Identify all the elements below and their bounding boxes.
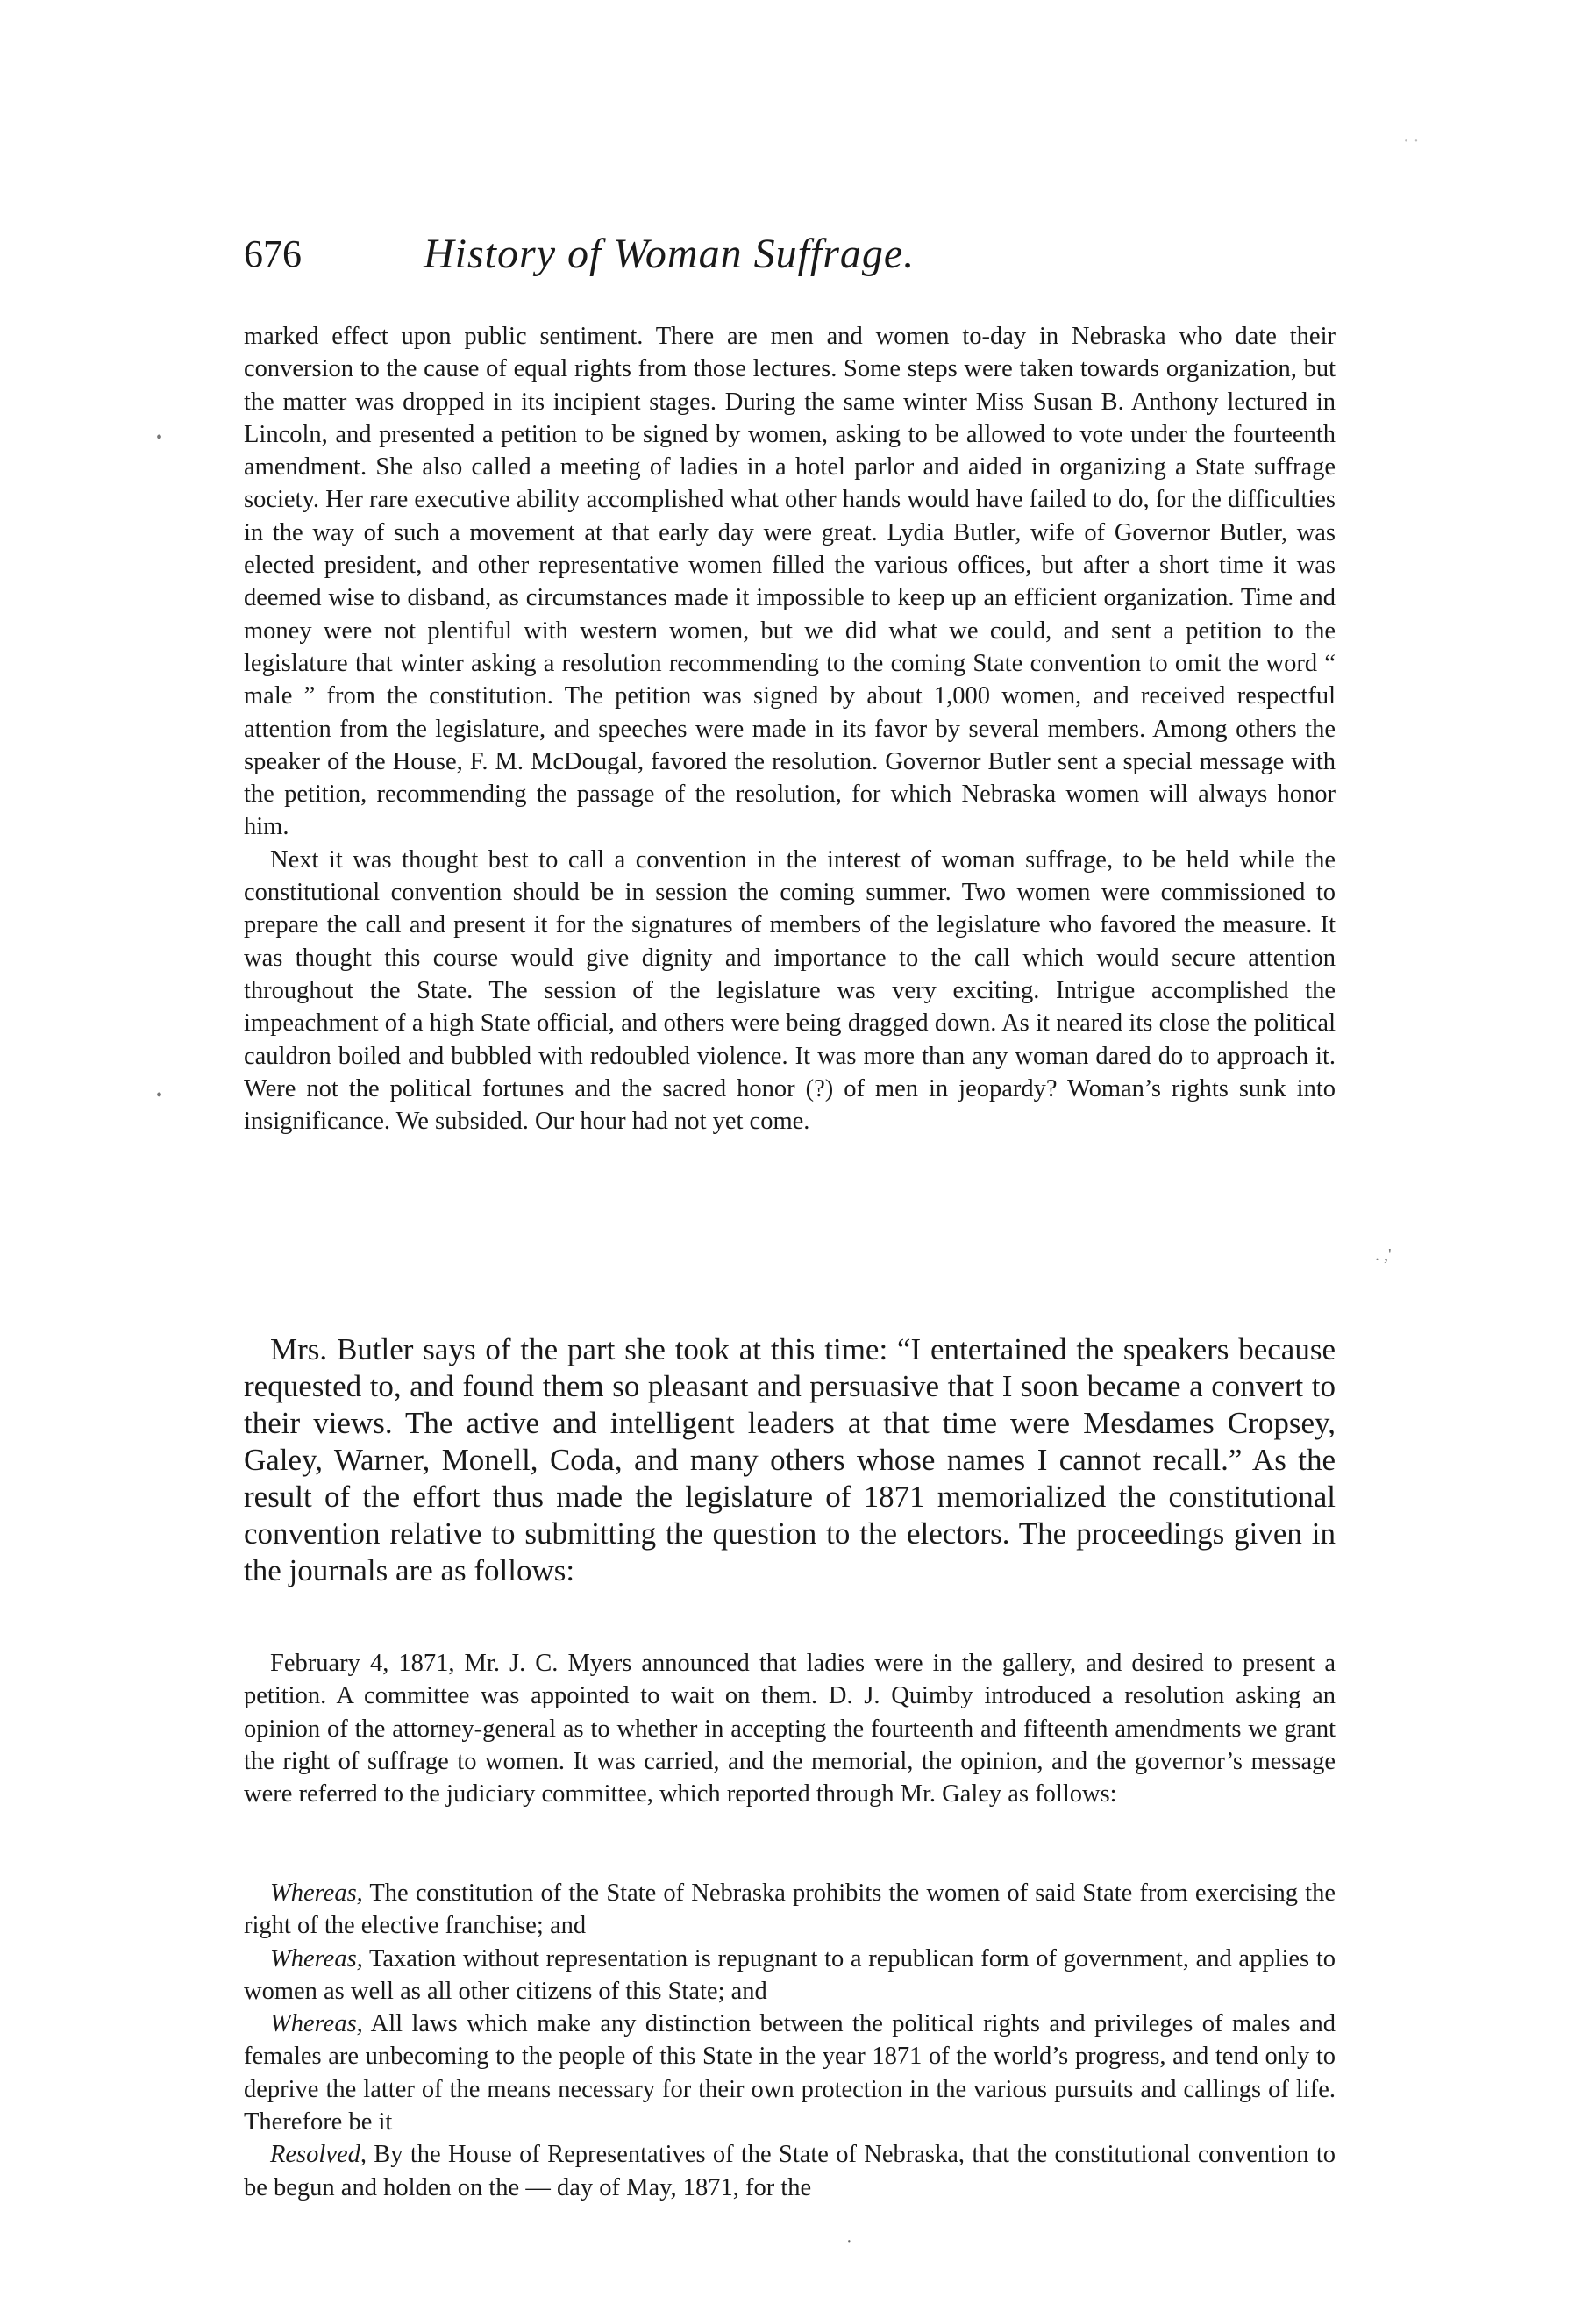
page-number: 676 [244,232,302,275]
page-bottom-mark: · [846,2232,852,2251]
clause-text: By the House of Representatives of the State of Nebraska, that the constitutional convention to be begun and holden on the — day of May, 1871, for the [244,2141,1336,2201]
resolution-clause [244,2138,1336,2204]
clause-lead: Resolved, [270,2141,367,2169]
journal-section [244,1647,1336,1810]
margin-mark: • [156,428,163,447]
journal-paragraph: February 4, 1871, Mr. J. C. Myers announced that ladies were in the gallery, and desired to present a petition. A committee was appointed to wait on them. D. J. Quimby introduced a resolution asking an opinion of the attorney-general as to whether in accepting the fourteenth and fifteenth amendments we grant the right of suffrage to women. It was carried, and the memorial, the opinion, and the governor’s message were referred to the judiciary committee, which reported through Mr. Galey as follows: [244,1650,1336,1808]
resolution-section [244,1877,1336,2204]
resolution-clause [244,2008,1336,2138]
resolution-clause [244,1943,1336,2008]
body-paragraph: Next it was thought best to call a convention in the interest of woman suffrage, to be held while the constitutional convention should be in session the coming summer. Two women were commissioned to prepare the call and present it for the signatures of members of the legislature who favored the measure. It was thought this course would give dignity and importance to the call which would secure attention throughout the State. The session of the legislature was very exciting. Intrigue accomplished the impeachment of a high State official, and others were being dragged down. As it neared its close the political cauldron boiled and bubbled with redoubled violence. It was more than any woman dared do to approach it. Were not the political fortunes and the sacred honor (?) of men in jeopardy? Woman’s rights sunk into insignificance. We subsided. Our hour had not yet come. [244,845,1336,1136]
resolution-clause [244,1877,1336,1943]
margin-mark: • [156,1086,163,1105]
clause-text: The constitution of the State of Nebraska prohibits the women of said State from exercising the right of the elective franchise; and [244,1880,1336,1940]
clause-lead: Whereas, [270,1880,363,1907]
clause-lead: Whereas, [270,2010,363,2038]
body-paragraph: marked effect upon public sentiment. There are men and women to-day in Nebraska who date their conversion to the cause of equal rights from those lectures. Some steps were taken towards organization, but the matter was dropped in its incipient stages. During the same winter Miss Susan B. Anthony lectured in Lincoln, and presented a petition to be signed by women, asking to be allowed to vote under the fourteenth amendment. She also called a meeting of ladies in a hotel parlor and aided in organizing a State suffrage society. Her rare executive ability accomplished what other hands would have failed to do, for the difficulties in the way of such a movement at that early day were great. Lydia Butler, wife of Governor Butler, was elected president, and other representative women filled the various offices, but after a short time it was deemed wise to disband, as circumstances made it impossible to keep up an efficient organization. Time and money were not plentiful with western women, but we did what we could, and sent a petition to the legislature that winter asking a resolution recommending to the coming State convention to omit the word “ male ” from the constitution. The petition was signed by about 1,000 women, and received respectful attention from the legislature, and speeches were made in its favor by several members. Among others the speaker of the House, F. M. McDougal, favored the resolution. Governor Butler sent a special message with the petition, recommending the passage of the resolution, for which Nebraska women will always honor him. [244,323,1336,841]
body-paragraph: Mrs. Butler says of the part she took at this time: “I entertained the speakers because requested to, and found them so pleasant and persuasive that I soon became a convert to their views. The active and intelligent leaders at that time were Mesdames Cropsey, Galey, Warner, Monell, Coda, and many others whose names I cannot recall.” As the result of the effort thus made the legislature of 1871 memorialized the constitutional convention relative to submitting the question to the electors. The proceedings given in the journals are as follows: [244,1332,1336,1587]
running-title: History of Woman Suffrage. [424,231,916,277]
clause-text: All laws which make any distinction between the political rights and privileges of males and females are unbecoming to the people of this State in the year 1871 of the world’s progress, and tend only to deprive the latter of the means necessary for their own protection in the various pursuits and callings of life. Therefore be it [244,2010,1336,2136]
page-header [244,228,1340,289]
clause-text: Taxation without representation is repugnant to a republican form of government, and applies to women as well as all other citizens of this State; and [244,1944,1336,2005]
main-section [244,1331,1336,1589]
clause-lead: Whereas, [270,1944,363,1972]
margin-mark: · · [1403,132,1420,151]
narrative-section [244,320,1336,1138]
margin-mark: . ,' [1375,1245,1392,1265]
